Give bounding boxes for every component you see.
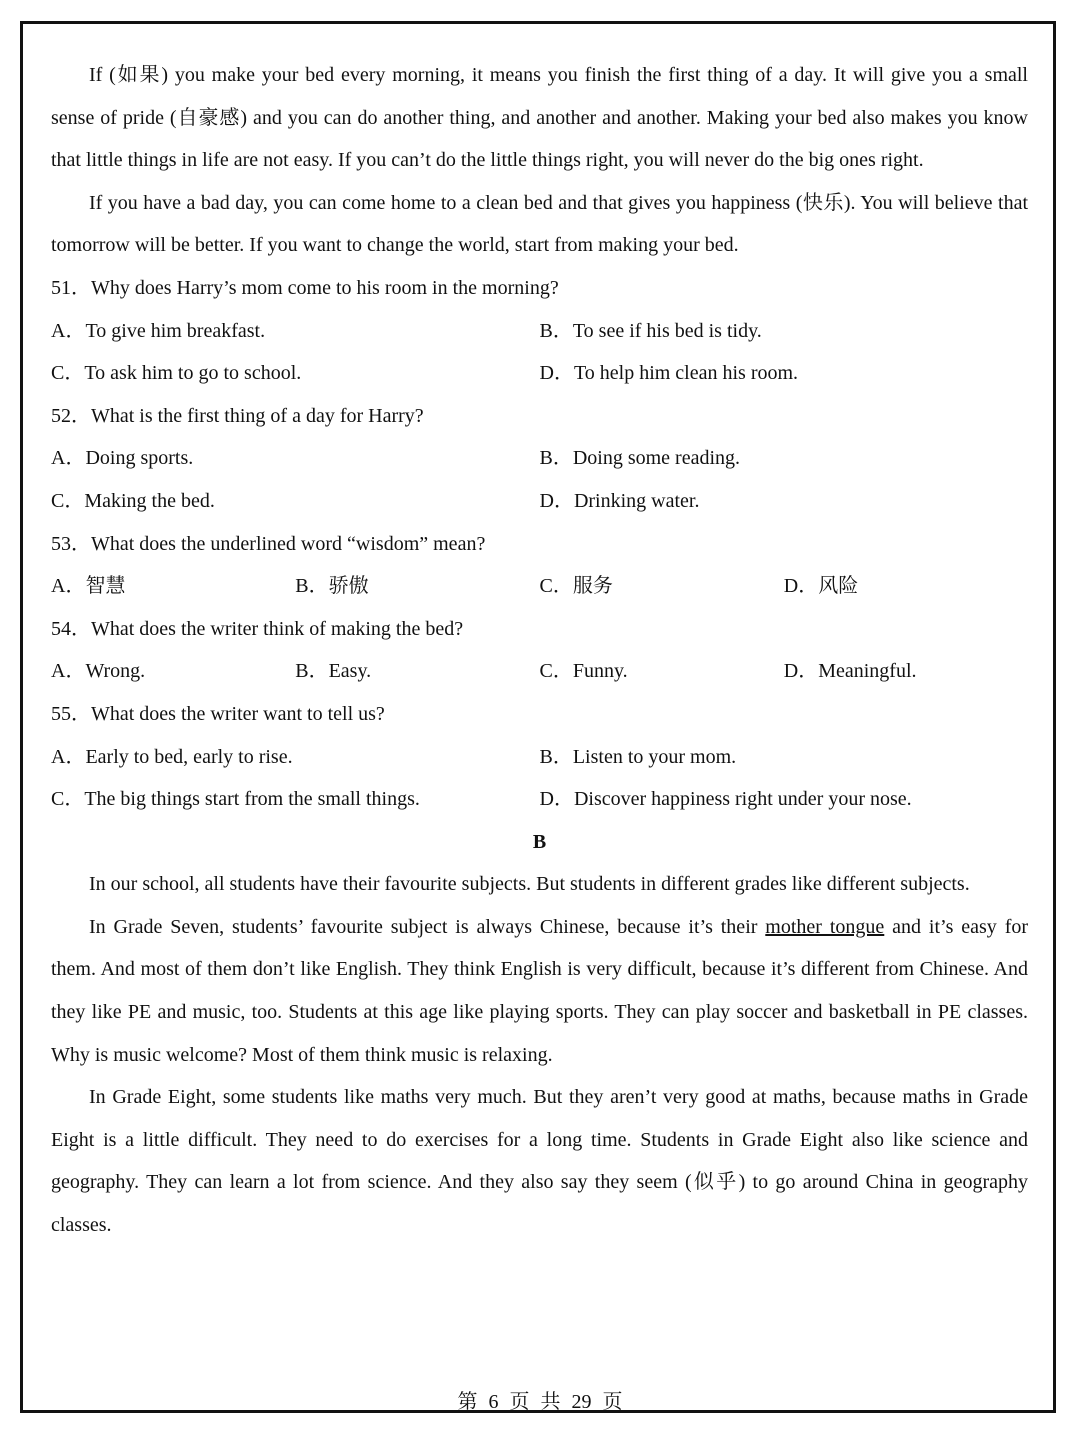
question-51 (51, 267, 1028, 395)
question-stem: 51．Why does Harry’s mom come to his room in the morning? (51, 276, 559, 299)
option-a: A．Early to bed, early to rise. (51, 745, 293, 768)
question-53 (51, 523, 1028, 608)
text-run: and it’s easy for them. And most of them don’t like English. They think English is very difficult, because it’s different from Chinese. And they like PE and music, too. Students at this age like playing sports. They can play soccer and basketball in PE classes. Why is music welcome? Most of them think music is relaxing. (51, 915, 1029, 1066)
option-c: C．Making the bed. (51, 489, 215, 512)
question-stem: 54．What does the writer think of making the bed? (51, 617, 464, 640)
option-list (51, 650, 1028, 693)
option-a: A．To give him breakfast. (51, 319, 266, 342)
option-c: C．The big things start from the small things. (51, 788, 420, 811)
underlined-phrase: mother tongue (765, 915, 885, 938)
option-d: D．Meaningful. (783, 660, 917, 683)
option-a: A．Doing sports. (51, 447, 194, 470)
option-list (51, 565, 1028, 608)
option-d: D．To help him clean his room. (539, 362, 799, 385)
option-list (51, 437, 1028, 522)
section-heading: B (532, 830, 547, 853)
option-b: B．Easy. (295, 660, 372, 683)
option-d: D．Drinking water. (539, 489, 700, 512)
passage-a-paragraph: If (如果) you make your bed every morning, it means you finish the first thing of a day. It will give you a small sense of pride (自豪感) and you can do another thing, and another and another. Making your bed also makes you know that little things in life are not easy. If you can’t do the little things right, you will never do the big ones right. (51, 64, 1028, 172)
page-content (51, 54, 1028, 1247)
question-stem: 53．What does the underlined word “wisdom” mean? (51, 532, 486, 555)
option-c: C．To ask him to go to school. (51, 362, 302, 385)
passage-b-paragraph: In our school, all students have their favourite subjects. But students in different grades like different subjects. (89, 873, 970, 896)
option-c: C．Funny. (539, 660, 628, 683)
question-stem: 55．What does the writer want to tell us? (51, 702, 385, 725)
passage-b-paragraph (51, 906, 1028, 1076)
option-a: A．Wrong. (51, 660, 146, 683)
question-52 (51, 395, 1028, 523)
page-number: 第 6 页 共 29 页 (457, 1391, 623, 1413)
option-a: A．智慧 (51, 575, 126, 598)
option-b: B．To see if his bed is tidy. (539, 319, 762, 342)
option-b: B．骄傲 (295, 575, 369, 598)
passage-a-paragraph: If you have a bad day, you can come home to a clean bed and that gives you happiness (快乐). You will believe that tomorrow will be better. If you want to change the world, start from making your bed. (51, 191, 1028, 257)
text-run: In Grade Seven, students’ favourite subject is always Chinese, because it’s their (89, 915, 766, 938)
option-b: B．Listen to your mom. (539, 745, 737, 768)
option-list (51, 736, 1028, 821)
option-d: D．Discover happiness right under your nose. (539, 788, 912, 811)
option-b: B．Doing some reading. (539, 447, 741, 470)
option-d: D．风险 (783, 575, 859, 598)
option-c: C．服务 (539, 575, 613, 598)
question-stem: 52．What is the first thing of a day for Harry? (51, 404, 424, 427)
option-list (51, 310, 1028, 395)
question-55 (51, 693, 1028, 821)
passage-b-paragraph: In Grade Eight, some students like maths very much. But they aren’t very good at maths, because maths in Grade Eight is a little difficult. They need to do exercises for a long time. Students in Grade Eight also like science and geography. They can learn a lot from science. And they also say they seem (似乎) to go around China in geography classes. (51, 1086, 1028, 1237)
question-54 (51, 608, 1028, 693)
